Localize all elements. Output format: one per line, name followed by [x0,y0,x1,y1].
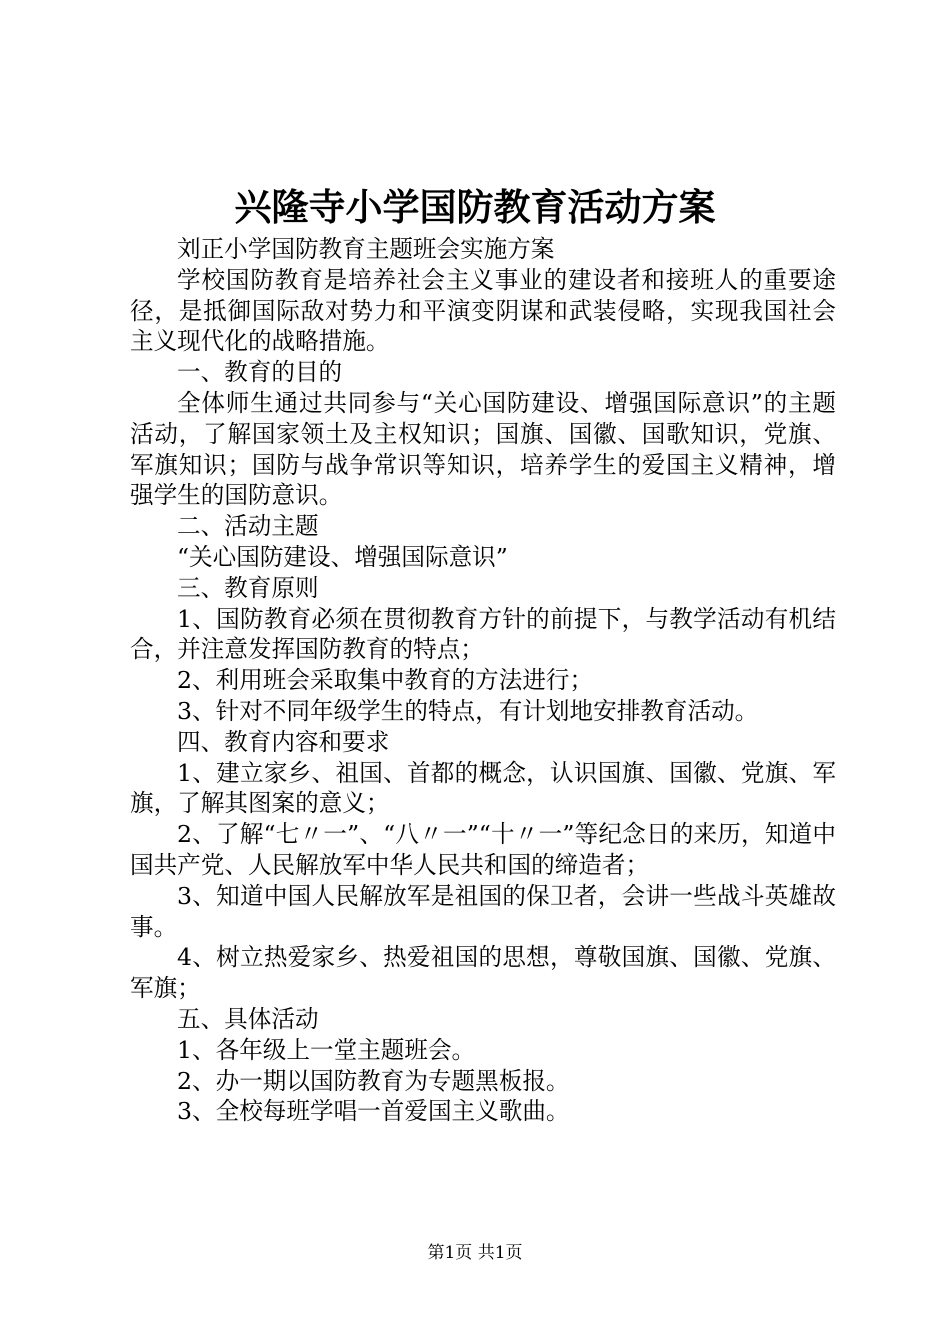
list-item: 2、利用班会采取集中教育的方法进行； [177,666,594,695]
list-item: 1、国防教育必须在贯彻教育方针的前提下，与教学活动有机结合，并注意发挥国防教育的特点； [130,604,836,664]
list-item: 3、针对不同年级学生的特点，有计划地安排教育活动。 [177,696,759,725]
document-body [130,234,836,1127]
paragraph-theme: “关心国防建设、增强国际意识” [177,542,508,571]
list-item: 1、建立家乡、祖国、首都的概念，认识国旗、国徽、党旗、军旗，了解其图案的意义； [130,758,836,818]
document-title: 兴隆寺小学国防教育活动方案 [234,186,716,229]
list-item: 2、了解“七〃一”、“八〃一”“十〃一”等纪念日的来历，知道中国共产党、人民解放军中华人民共和国的缔造者； [130,820,836,879]
list-item: 4、树立热爱家乡、热爱祖国的思想，尊敬国旗、国徽、党旗、军旗； [130,943,836,1003]
section-heading-activities: 五、具体活动 [177,1004,319,1033]
list-item: 1、各年级上一堂主题班会。 [177,1035,476,1064]
paragraph-intro: 学校国防教育是培养社会主义事业的建设者和接班人的重要途径，是抵御国际敌对势力和平演变阴谋和武装侵略，实现我国社会主义现代化的战略措施。 [130,265,836,356]
list-item: 3、全校每班学唱一首爱国主义歌曲。 [177,1097,570,1126]
list-item: 2、办一期以国防教育为专题黑板报。 [177,1066,570,1095]
section-heading-principles: 三、教育原则 [177,573,319,602]
section-heading-purpose: 一、教育的目的 [177,358,343,387]
paragraph-purpose: 全体师生通过共同参与“关心国防建设、增强国际意识”的主题活动，了解国家领土及主权知识；国旗、国徽、国歌知识，党旗、军旗知识；国防与战争常识等知识，培养学生的爱国主义精神，增强学生的国防意识。 [130,388,836,510]
page-number-footer: 第1页 共1页 [427,1243,523,1263]
section-heading-theme: 二、活动主题 [177,512,319,541]
paragraph-subtitle: 刘正小学国防教育主题班会实施方案 [177,235,555,263]
list-item: 3、知道中国人民解放军是祖国的保卫者，会讲一些战斗英雄故事。 [130,881,836,941]
section-heading-content: 四、教育内容和要求 [177,727,390,756]
